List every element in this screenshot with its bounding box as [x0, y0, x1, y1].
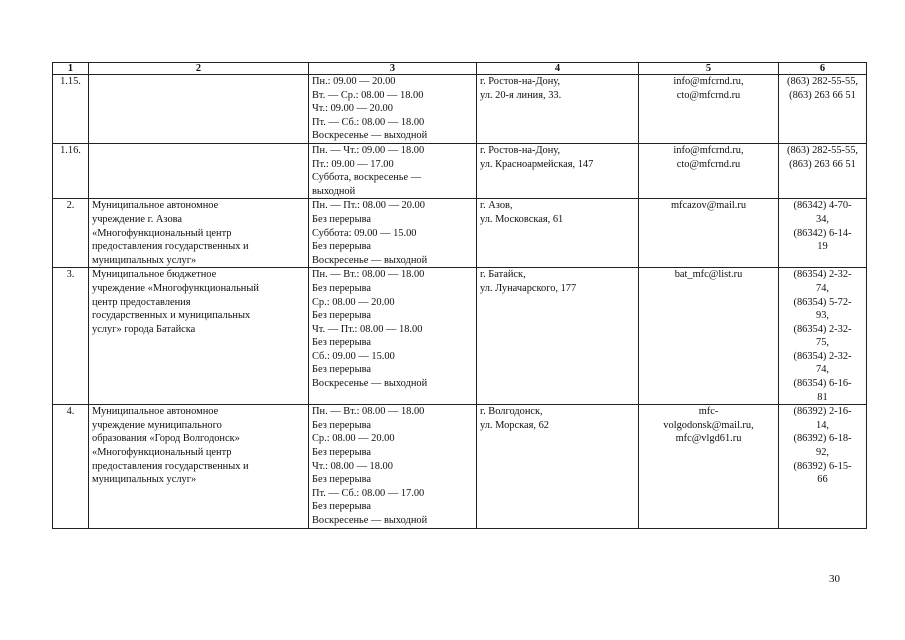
schedule-line: Пн. — Пт.: 08.00 — 20.00 [312, 200, 425, 212]
organization-name-line: муниципальных услуг» [92, 254, 197, 266]
phone-cell [779, 75, 867, 144]
schedule-line: Без перерыва [312, 474, 371, 486]
services-table [52, 62, 867, 529]
schedule-line: Без перерыва [312, 501, 371, 513]
phone-line: (863) 282-55-55, [787, 144, 858, 156]
schedule-cell [309, 75, 477, 144]
address-line: ул. Морская, 62 [480, 419, 549, 431]
organization-name-line: Муниципальное автономное [92, 200, 219, 212]
address-line: г. Ростов-на-Дону, [480, 76, 561, 87]
row-number-cell: 2. [53, 199, 89, 268]
phone-line: (86342) 4-70- [793, 200, 852, 212]
phone-cell [779, 143, 867, 198]
row-number-cell: 4. [53, 405, 89, 528]
phone-line: (86354) 5-72- [793, 296, 852, 308]
organization-name-cell [89, 199, 309, 268]
organization-name-line: учреждение г. Азова [92, 213, 183, 225]
organization-name-line: государственных и муниципальных [92, 310, 251, 322]
email-cell [639, 268, 779, 405]
organization-name-line: «Многофункциональный центр [92, 227, 232, 239]
table-row [53, 268, 867, 405]
email-line: mfcazov@mail.ru [670, 200, 747, 212]
phone-line: 92, [816, 447, 829, 459]
schedule-line: Без перерыва [312, 337, 371, 349]
table-row [53, 75, 867, 144]
phone-line: (863) 282-55-55, [787, 76, 858, 87]
organization-name-line: «Многофункциональный центр [92, 447, 232, 459]
email-line: info@mfcrnd.ru, [673, 144, 744, 156]
schedule-line: Чт.: 08.00 — 18.00 [312, 460, 393, 472]
schedule-line: Вт. — Ср.: 08.00 — 18.00 [312, 89, 424, 101]
phone-line: (86392) 6-18- [793, 433, 852, 445]
phone-line: 75, [816, 337, 829, 349]
email-line: cto@mfcrnd.ru [676, 89, 741, 101]
address-cell [477, 268, 639, 405]
column-header-2: 2 [89, 63, 309, 75]
schedule-line: Пт. — Сб.: 08.00 — 17.00 [312, 487, 425, 499]
schedule-line: Воскресенье — выходной [312, 254, 428, 266]
schedule-line: Воскресенье — выходной [312, 378, 428, 390]
phone-line: 14, [816, 419, 829, 431]
schedule-line: Пт.: 09.00 — 17.00 [312, 158, 394, 170]
schedule-line: Пн. — Вт.: 08.00 — 18.00 [312, 406, 425, 418]
organization-name-line: предоставления государственных и [92, 241, 249, 253]
phone-line: (86354) 2-32- [793, 269, 852, 281]
schedule-line: Суббота: 09.00 — 15.00 [312, 227, 417, 239]
phone-cell [779, 405, 867, 528]
phone-line: (863) 263 66 51 [789, 89, 856, 101]
phone-line: 74, [816, 364, 829, 376]
schedule-line: Воскресенье — выходной [312, 130, 428, 142]
address-line: г. Волгодонск, [480, 406, 543, 418]
table-row [53, 405, 867, 528]
organization-name-line: центр предоставления [92, 296, 191, 308]
page-number: 30 [829, 573, 840, 585]
row-number-cell: 1.16. [53, 143, 89, 198]
address-line: ул. 20-я линия, 33. [480, 89, 562, 101]
table-body [53, 75, 867, 529]
organization-name-line: муниципальных услуг» [92, 474, 197, 486]
phone-line: (86354) 2-32- [793, 350, 852, 362]
column-header-4: 4 [477, 63, 639, 75]
organization-name-cell [89, 268, 309, 405]
address-line: ул. Московская, 61 [480, 213, 564, 225]
schedule-cell [309, 143, 477, 198]
schedule-line: Без перерыва [312, 419, 371, 431]
phone-line: (86354) 2-32- [793, 323, 852, 335]
schedule-line: Пт. — Сб.: 08.00 — 18.00 [312, 116, 425, 128]
phone-line: (86354) 6-16- [793, 378, 852, 390]
schedule-line: Чт.: 09.00 — 20.00 [312, 103, 393, 115]
email-line: mfc- [698, 406, 719, 418]
schedule-line: Без перерыва [312, 282, 371, 294]
phone-line: 93, [816, 310, 829, 322]
email-cell [639, 199, 779, 268]
schedule-line: Пн.: 09.00 — 20.00 [312, 76, 396, 87]
phone-line: (86392) 6-15- [793, 460, 852, 472]
schedule-line: Сб.: 09.00 — 15.00 [312, 350, 395, 362]
schedule-line: Ср.: 08.00 — 20.00 [312, 296, 395, 308]
phone-line: 34, [816, 213, 829, 225]
phone-line: (86342) 6-14- [793, 227, 852, 239]
schedule-cell [309, 199, 477, 268]
phone-cell [779, 199, 867, 268]
phone-cell [779, 268, 867, 405]
organization-name-line: образования «Город Волгодонск» [92, 433, 240, 445]
schedule-line: Без перерыва [312, 213, 371, 225]
address-line: ул. Луначарского, 177 [480, 282, 577, 294]
email-line: mfc@vlgd61.ru [675, 433, 742, 445]
schedule-line: Без перерыва [312, 310, 371, 322]
column-header-1: 1 [53, 63, 89, 75]
address-cell [477, 143, 639, 198]
address-cell [477, 405, 639, 528]
row-number-cell: 3. [53, 268, 89, 405]
organization-name-cell [89, 75, 309, 144]
email-cell [639, 405, 779, 528]
email-cell [639, 75, 779, 144]
column-header-5: 5 [639, 63, 779, 75]
phone-line: 74, [816, 282, 829, 294]
phone-line: 19 [817, 241, 828, 253]
schedule-line: выходной [312, 185, 356, 197]
table-row [53, 143, 867, 198]
address-cell [477, 75, 639, 144]
organization-name-line: предоставления государственных и [92, 460, 249, 472]
row-number-cell: 1.15. [53, 75, 89, 144]
address-cell [477, 199, 639, 268]
schedule-line: Пн. — Вт.: 08.00 — 18.00 [312, 269, 425, 281]
email-line: cto@mfcrnd.ru [676, 158, 741, 170]
schedule-line: Без перерыва [312, 364, 371, 376]
address-line: ул. Красноармейская, 147 [480, 158, 594, 170]
phone-line: (86392) 2-16- [793, 406, 852, 418]
organization-name-line: учреждение «Многофункциональный [92, 282, 259, 294]
address-line: г. Батайск, [480, 269, 526, 281]
email-cell [639, 143, 779, 198]
schedule-line: Ср.: 08.00 — 20.00 [312, 433, 395, 445]
address-line: г. Ростов-на-Дону, [480, 144, 561, 156]
organization-name-line: учреждение муниципального [92, 419, 222, 431]
schedule-cell [309, 268, 477, 405]
organization-name-cell [89, 143, 309, 198]
email-line: bat_mfc@list.ru [674, 269, 743, 281]
column-header-3: 3 [309, 63, 477, 75]
schedule-cell [309, 405, 477, 528]
organization-name-line: Муниципальное автономное [92, 406, 219, 418]
header-row [53, 63, 867, 75]
address-line: г. Азов, [480, 200, 513, 212]
schedule-line: Без перерыва [312, 447, 371, 459]
phone-line: (863) 263 66 51 [789, 158, 856, 170]
schedule-line: Без перерыва [312, 241, 371, 253]
schedule-line: Чт. — Пт.: 08.00 — 18.00 [312, 323, 423, 335]
organization-name-line: Муниципальное бюджетное [92, 269, 217, 281]
email-line: volgodonsk@mail.ru, [663, 419, 754, 431]
organization-name-line: услуг» города Батайска [92, 323, 196, 335]
table-row [53, 199, 867, 268]
phone-line: 66 [817, 474, 828, 486]
schedule-line: Пн. — Чт.: 09.00 — 18.00 [312, 144, 425, 156]
column-header-6: 6 [779, 63, 867, 75]
organization-name-cell [89, 405, 309, 528]
schedule-line: Воскресенье — выходной [312, 515, 428, 526]
schedule-line: Суббота, воскресенье — [312, 172, 422, 184]
email-line: info@mfcrnd.ru, [673, 76, 744, 87]
phone-line: 81 [817, 391, 828, 403]
